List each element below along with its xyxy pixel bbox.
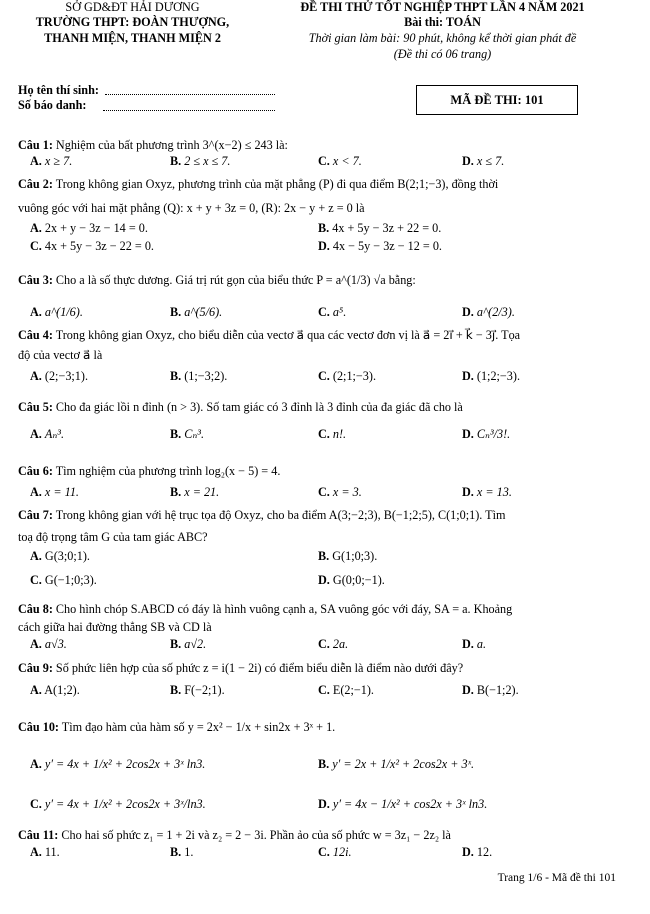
- option-c[interactable]: C. 2a.: [318, 637, 349, 651]
- options-row: [30, 239, 590, 257]
- option-a[interactable]: A. y′ = 4x + 1/x² + 2cos2x + 3ˣ ln3.: [30, 757, 206, 771]
- options-row: [30, 573, 590, 591]
- options-row: [30, 427, 590, 445]
- option-d[interactable]: D. x = 13.: [462, 485, 512, 499]
- question-text: Tìm nghiệm của phương trình log₂(x − 5) = 4.: [55, 464, 281, 478]
- option-a[interactable]: A. x = 11.: [30, 485, 79, 499]
- question-text: Tìm đạo hàm của hàm số y = 2x² − 1/x + sin2x + 3ˣ + 1.: [61, 720, 336, 734]
- option-c[interactable]: C. a⁵.: [318, 305, 347, 319]
- option-b[interactable]: B. G(1;0;3).: [318, 549, 378, 563]
- option-d[interactable]: D. Cₙ³/3!.: [462, 427, 511, 441]
- question-text: Trong không gian với hệ trục tọa độ Oxyz, cho ba điểm A(3;−2;3), B(−1;2;5), C(1;0;1). Tìm: [55, 508, 506, 522]
- options-row: [30, 221, 590, 239]
- option-d[interactable]: D. B(−1;2).: [462, 683, 519, 697]
- question-label: Câu 3:: [18, 273, 53, 287]
- option-d[interactable]: D. 4x − 5y − 3z − 12 = 0.: [318, 239, 442, 253]
- question-label: Câu 4:: [18, 328, 53, 342]
- option-b[interactable]: B. x = 21.: [170, 485, 220, 499]
- option-b[interactable]: B. 4x + 5y − 3z + 22 = 0.: [318, 221, 442, 235]
- exam-subject: Bài thi: TOÁN: [404, 15, 481, 29]
- question-label: Câu 6:: [18, 464, 53, 478]
- option-a[interactable]: A. A(1;2).: [30, 683, 80, 697]
- option-d[interactable]: D. G(0;0;−1).: [318, 573, 385, 587]
- question-8-continued: [18, 618, 628, 637]
- question-text: Trong không gian Oxyz, phương trình của mặt phẳng (P) đi qua điểm B(2;1;−3), đồng thời: [55, 177, 499, 191]
- option-a[interactable]: A. x ≥ 7.: [30, 154, 73, 168]
- option-c[interactable]: C. x < 7.: [318, 154, 362, 168]
- question-10: [18, 718, 628, 737]
- student-id-field[interactable]: [103, 110, 275, 111]
- option-b[interactable]: B. F(−2;1).: [170, 683, 225, 697]
- student-id-label: Số báo danh:: [18, 98, 87, 112]
- options-row: [30, 154, 590, 172]
- question-3: [18, 271, 628, 290]
- option-d[interactable]: D. y′ = 4x − 1/x² + cos2x + 3ˣ ln3.: [318, 797, 488, 811]
- option-c[interactable]: C. y′ = 4x + 1/x² + 2cos2x + 3ˣ/ln3.: [30, 797, 206, 811]
- options-row: [30, 485, 590, 503]
- option-b[interactable]: B. 1.: [170, 845, 194, 859]
- option-d[interactable]: D. (1;2;−3).: [462, 369, 520, 383]
- option-a[interactable]: A. G(3;0;1).: [30, 549, 90, 563]
- question-4-continued: [18, 346, 628, 365]
- exam-pages: (Đề thi có 06 trang): [393, 47, 492, 61]
- school-name-line1: TRƯỜNG THPT: ĐOÀN THƯỢNG,: [35, 15, 230, 29]
- question-7: [18, 506, 628, 525]
- options-row: [30, 845, 590, 863]
- question-4: [18, 326, 628, 345]
- question-text: Nghiệm của bất phương trình 3^(x−2) ≤ 243 là:: [55, 138, 288, 152]
- question-label: Câu 1:: [18, 138, 53, 152]
- question-5: [18, 398, 628, 417]
- options-row: [30, 305, 590, 323]
- question-label: Câu 11:: [18, 828, 59, 842]
- option-b[interactable]: B. y′ = 2x + 1/x² + 2cos2x + 3ˣ.: [318, 757, 475, 771]
- question-text: Cho đa giác lồi n đỉnh (n > 3). Số tam giác có 3 đỉnh là 3 đỉnh của đa giác đã cho là: [55, 400, 463, 414]
- options-row: [30, 757, 590, 775]
- option-d[interactable]: D. x ≤ 7.: [462, 154, 505, 168]
- exam-code: MÃ ĐỀ THI: 101: [450, 93, 544, 107]
- option-a[interactable]: A. a√3.: [30, 637, 67, 651]
- question-6: [18, 462, 628, 481]
- option-a[interactable]: A. 2x + y − 3z − 14 = 0.: [30, 221, 148, 235]
- question-8: [18, 600, 628, 619]
- option-a[interactable]: A. (2;−3;1).: [30, 369, 88, 383]
- student-name-label: Họ tên thí sinh:: [18, 83, 99, 97]
- question-1: [18, 136, 628, 155]
- student-name-field[interactable]: [105, 94, 275, 95]
- option-a[interactable]: A. Aₙ³.: [30, 427, 64, 441]
- options-row: [30, 797, 590, 815]
- question-11: [18, 826, 628, 845]
- question-2: [18, 175, 628, 194]
- department-name: SỞ GD&ĐT HẢI DƯƠNG: [65, 0, 200, 14]
- question-label: Câu 8:: [18, 602, 53, 616]
- option-c[interactable]: C. 4x + 5y − 3z − 22 = 0.: [30, 239, 154, 253]
- question-label: Câu 2:: [18, 177, 53, 191]
- option-b[interactable]: B. (1;−3;2).: [170, 369, 228, 383]
- option-c[interactable]: C. E(2;−1).: [318, 683, 374, 697]
- exam-code-box: [416, 85, 578, 115]
- question-label: Câu 5:: [18, 400, 53, 414]
- option-b[interactable]: B. 2 ≤ x ≤ 7.: [170, 154, 231, 168]
- option-c[interactable]: C. n!.: [318, 427, 347, 441]
- question-label: Câu 10:: [18, 720, 59, 734]
- question-text: Trong không gian Oxyz, cho biểu diễn của vectơ a⃗ qua các vectơ đơn vị là a⃗ = 2i⃗ + k⃗ − 3j⃗. Tọa: [55, 328, 521, 342]
- question-text-2: toạ độ trọng tâm G của tam giác ABC?: [18, 530, 208, 544]
- option-d[interactable]: D. a^(2/3).: [462, 305, 515, 319]
- option-c[interactable]: C. (2;1;−3).: [318, 369, 376, 383]
- question-label: Câu 9:: [18, 661, 53, 675]
- school-name-line2: THANH MIỆN, THANH MIỆN 2: [44, 31, 221, 45]
- question-7-continued: [18, 528, 628, 547]
- question-9: [18, 659, 628, 678]
- option-b[interactable]: B. Cₙ³.: [170, 427, 205, 441]
- option-a[interactable]: A. a^(1/6).: [30, 305, 83, 319]
- options-row: [30, 549, 590, 567]
- exam-title: ĐỀ THI THỬ TỐT NGHIỆP THPT LẦN 4 NĂM 2021: [300, 0, 585, 14]
- option-d[interactable]: D. 12.: [462, 845, 493, 859]
- option-c[interactable]: C. G(−1;0;3).: [30, 573, 97, 587]
- question-text-2: vuông góc với hai mặt phẳng (Q): x + y + 3z = 0, (R): 2x − y + z = 0 là: [18, 201, 365, 215]
- option-b[interactable]: B. a^(5/6).: [170, 305, 223, 319]
- options-row: [30, 369, 590, 387]
- question-label: Câu 7:: [18, 508, 53, 522]
- question-text-2: cách giữa hai đường thẳng SB và CD là: [18, 620, 212, 634]
- question-text: Cho hai số phức z₁ = 1 + 2i và z₂ = 2 − 3i. Phần ảo của số phức w = 3z₁ − 2z₂ là: [61, 828, 451, 842]
- question-2-continued: [18, 199, 628, 218]
- question-text: Cho hình chóp S.ABCD có đáy là hình vuông cạnh a, SA vuông góc với đáy, SA = a. Khoảng: [55, 602, 513, 616]
- option-a[interactable]: A. 11.: [30, 845, 60, 859]
- page-footer: Trang 1/6 - Mã đề thi 101: [497, 872, 616, 884]
- exam-time: Thời gian làm bài: 90 phút, không kể thời gian phát đề: [308, 31, 577, 45]
- option-d[interactable]: D. a.: [462, 637, 487, 651]
- option-b[interactable]: B. a√2.: [170, 637, 207, 651]
- option-c[interactable]: C. x = 3.: [318, 485, 362, 499]
- question-text: Cho a là số thực dương. Giá trị rút gọn của biểu thức P = a^(1/3) √a bằng:: [55, 273, 416, 287]
- options-row: [30, 637, 590, 655]
- question-text: Số phức liên hợp của số phức z = i(1 − 2i) có điểm biểu diễn là điểm nào dưới đây?: [55, 661, 464, 675]
- option-c[interactable]: C. 12i.: [318, 845, 352, 859]
- question-text-2: độ của vectơ a⃗ là: [18, 348, 103, 362]
- options-row: [30, 683, 590, 701]
